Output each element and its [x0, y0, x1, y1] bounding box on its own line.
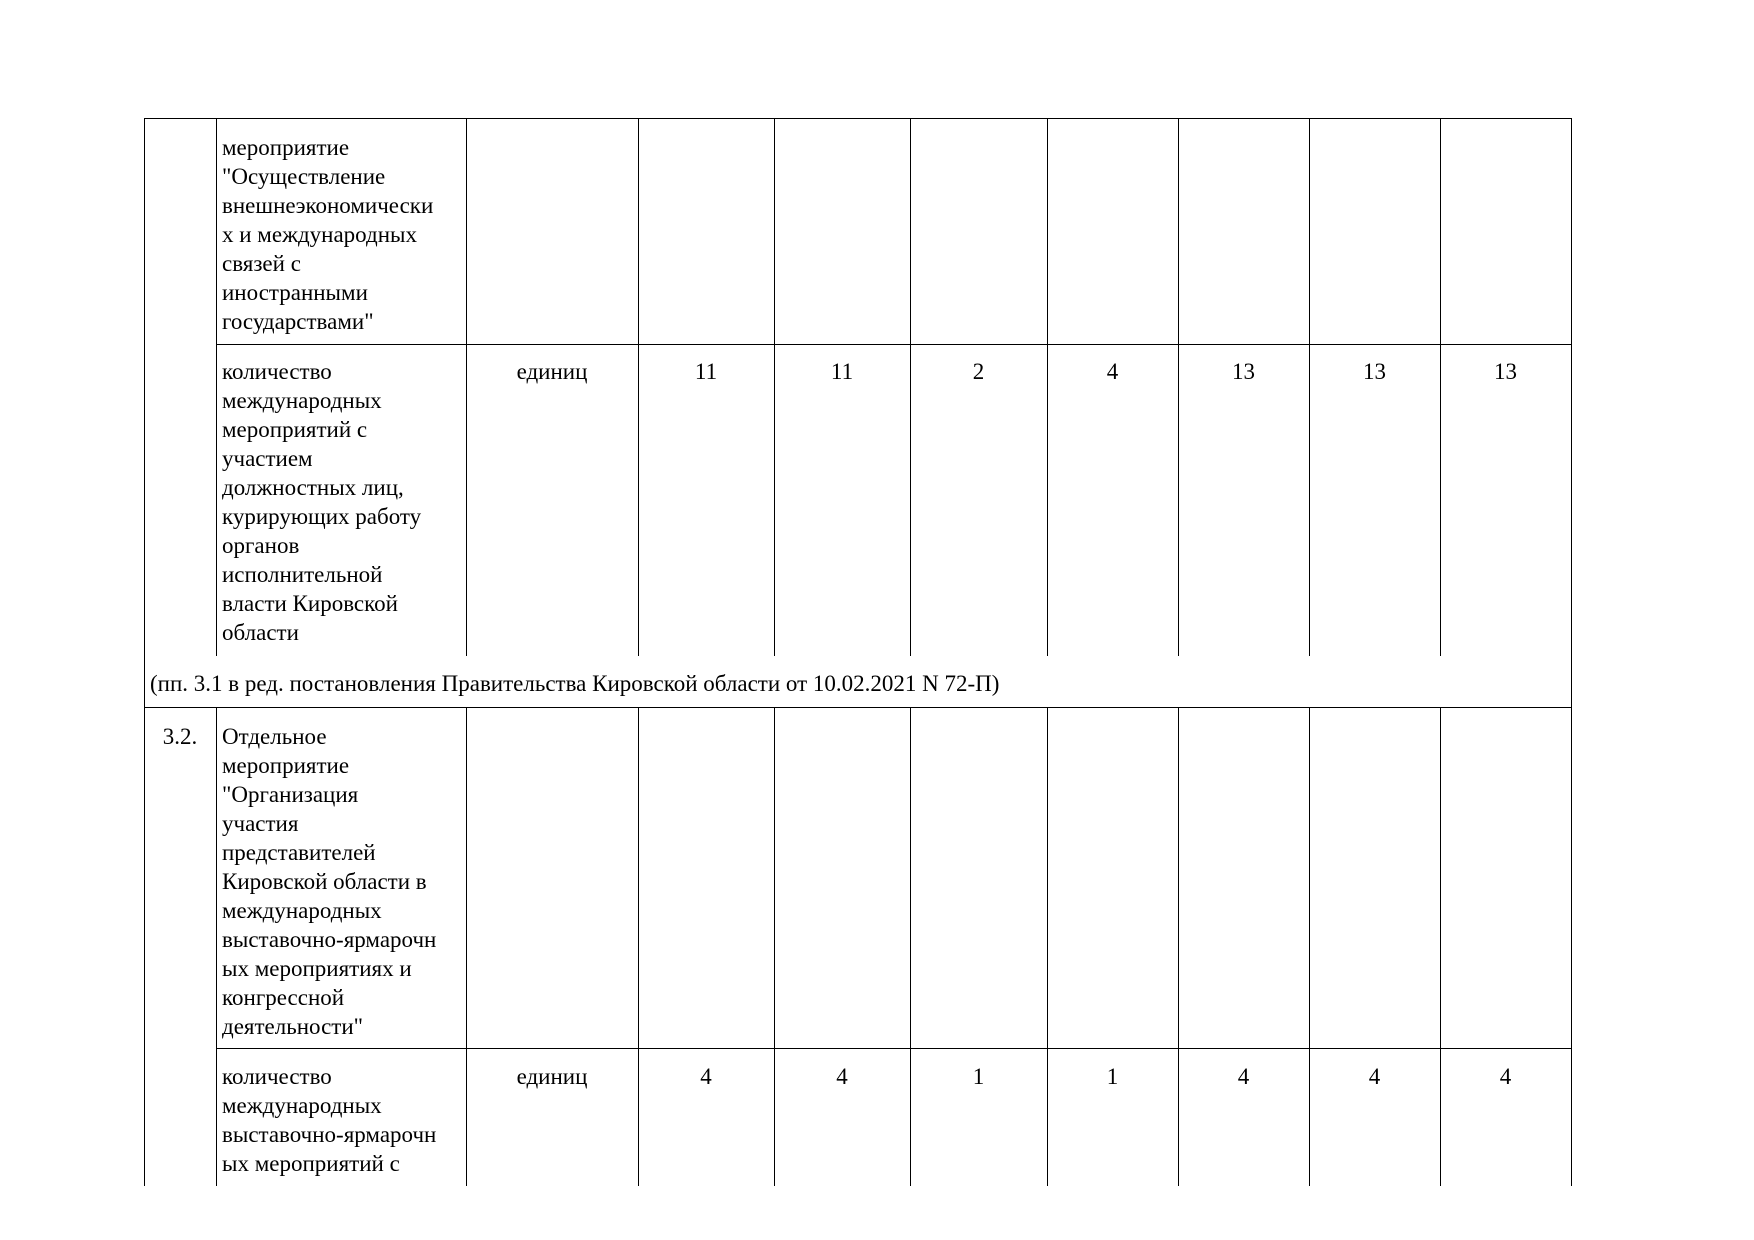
value-cell: 4 [1106, 359, 1119, 384]
grid-line [638, 118, 639, 656]
value-cell: 13 [1494, 359, 1517, 384]
grid-line [774, 707, 775, 1186]
value-cell: 2 [972, 359, 985, 384]
value-cell: 4 [836, 1064, 848, 1089]
amendment-note: (пп. 3.1 в ред. постановления Правительства Кировской области от 10.02.2021 N 72-П) [150, 671, 1000, 696]
grid-line [466, 118, 467, 656]
grid-line [1047, 707, 1048, 1186]
value-cell: 4 [700, 1064, 712, 1089]
grid-line [144, 118, 145, 1186]
indicator-name-cell: количество международных мероприятий с участием должностных лиц, курирующих работу органов исполнительной власти Кировской области [222, 359, 422, 645]
unit-cell: единиц [516, 359, 588, 384]
grid-line [216, 118, 217, 656]
value-cell: 11 [694, 359, 718, 384]
grid-line [466, 707, 467, 1186]
value-cell: 13 [1232, 359, 1255, 384]
grid-line [216, 1048, 1572, 1049]
grid-line [144, 118, 1572, 119]
grid-line [638, 707, 639, 1186]
value-cell: 4 [1237, 1064, 1250, 1089]
value-cell: 4 [1499, 1064, 1512, 1089]
grid-line [216, 344, 1572, 345]
grid-line [1571, 118, 1572, 1186]
value-cell: 1 [1106, 1064, 1119, 1089]
measure-name-cell: мероприятие "Осуществление внешнеэкономически х и международных связей с иностранными государствами" [222, 135, 434, 334]
grid-line [910, 118, 911, 656]
grid-line [910, 707, 911, 1186]
grid-line [1178, 118, 1179, 656]
grid-line [1440, 118, 1441, 656]
value-cell: 4 [1368, 1064, 1381, 1089]
unit-cell: единиц [516, 1064, 588, 1089]
value-cell: 13 [1363, 359, 1386, 384]
indicator-name-cell: количество международных выставочно-ярмарочн ых мероприятий с [222, 1064, 437, 1176]
grid-line [1440, 707, 1441, 1186]
measure-name-cell: Отдельное мероприятие "Организация участия представителей Кировской области в международных выставочно-ярмарочн ых мероприятиях и конгрессной деятельности" [222, 724, 437, 1039]
grid-line [774, 118, 775, 656]
grid-line [144, 707, 1572, 708]
grid-line [1178, 707, 1179, 1186]
row-number-cell: 3.2. [162, 724, 198, 749]
grid-line [1309, 118, 1310, 656]
grid-line [1047, 118, 1048, 656]
value-cell: 1 [972, 1064, 985, 1089]
grid-line [216, 707, 217, 1186]
grid-line [1309, 707, 1310, 1186]
value-cell: 11 [830, 359, 854, 384]
